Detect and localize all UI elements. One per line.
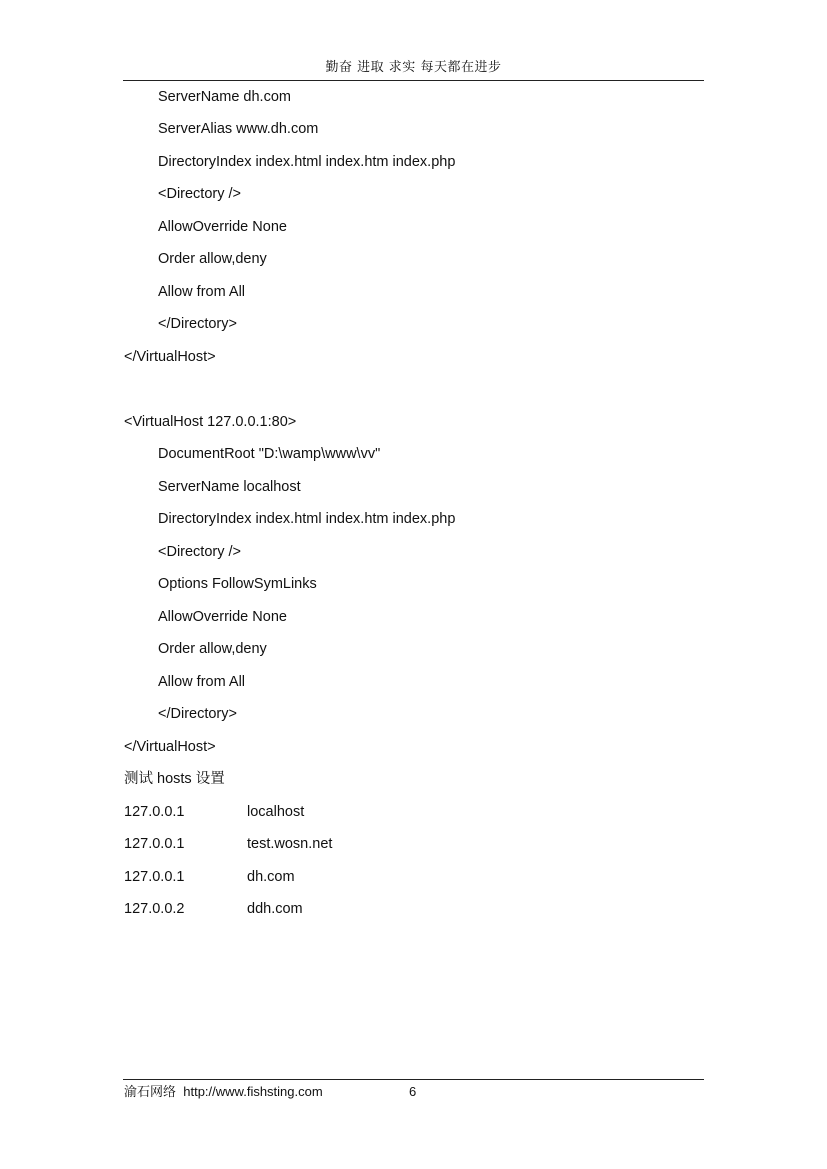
config-line: ServerAlias www.dh.com <box>158 121 319 137</box>
host-name: localhost <box>247 804 305 820</box>
virtualhost-close: </VirtualHost> <box>124 349 216 365</box>
footer-url: http://www.fishsting.com <box>183 1084 323 1099</box>
host-ip: 127.0.0.1 <box>124 869 185 885</box>
config-line: DirectoryIndex index.html index.htm index.php <box>158 511 456 527</box>
host-ip: 127.0.0.1 <box>124 804 185 820</box>
host-ip: 127.0.0.2 <box>124 901 185 917</box>
footer-brand: 渝石网络 <box>124 1085 177 1100</box>
config-line: </Directory> <box>158 316 237 332</box>
config-line: Allow from All <box>158 284 246 300</box>
config-line: <Directory /> <box>158 186 241 202</box>
header-motto: 勤奋 进取 求实 每天都在进步 <box>325 60 502 75</box>
config-line: ServerName dh.com <box>158 89 291 105</box>
config-line: </Directory> <box>158 706 237 722</box>
config-line: <Directory /> <box>158 544 241 560</box>
hosts-title: 测试 hosts 设置 <box>124 771 225 787</box>
page-number: 6 <box>409 1084 417 1099</box>
config-line: Options FollowSymLinks <box>158 576 317 592</box>
config-line: Order allow,deny <box>158 251 267 267</box>
host-ip: 127.0.0.1 <box>124 836 185 852</box>
config-line: Allow from All <box>158 674 246 690</box>
config-line: ServerName localhost <box>158 479 301 495</box>
config-line: AllowOverride None <box>158 219 287 235</box>
page-footer <box>124 1082 323 1103</box>
host-name: dh.com <box>247 869 295 885</box>
virtualhost-open: <VirtualHost 127.0.0.1:80> <box>124 414 297 430</box>
config-line: AllowOverride None <box>158 609 287 625</box>
config-line: DirectoryIndex index.html index.htm index.php <box>158 154 456 170</box>
config-line: DocumentRoot "D:\wamp\www\vv" <box>158 446 381 462</box>
host-name: ddh.com <box>247 901 303 917</box>
page-header <box>123 58 704 81</box>
footer-rule <box>123 1079 704 1080</box>
host-name: test.wosn.net <box>247 836 333 852</box>
virtualhost-close: </VirtualHost> <box>124 739 216 755</box>
config-line: Order allow,deny <box>158 641 267 657</box>
